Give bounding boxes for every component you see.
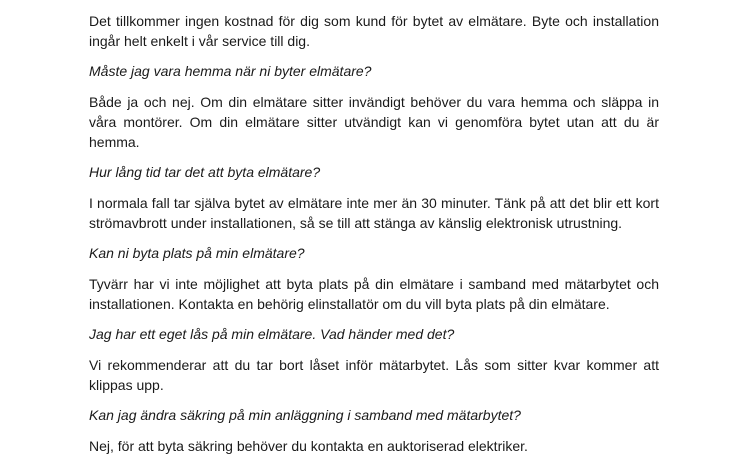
question-heading: Jag har ett eget lås på min elmätare. Vad händer med det? — [89, 326, 455, 342]
answer-paragraph: Tyvärr har vi inte möjlighet att byta plats på din elmätare i samband med mätarbytet och installationen. Kontakta en behörig elinstallatör om du vill byta plats på din elmätare. — [89, 276, 659, 312]
answer-paragraph: I normala fall tar själva bytet av elmätare inte mer än 30 minuter. Tänk på att det blir ett kort strömavbrott under installationen, så se till att stänga av känslig elektronisk utrustning. — [89, 195, 659, 231]
answer-paragraph: Nej, för att byta säkring behöver du kontakta en auktoriserad elektriker. — [89, 438, 528, 454]
question-heading: Kan ni byta plats på min elmätare? — [89, 245, 305, 261]
question-heading: Kan jag ändra säkring på min anläggning i samband med mätarbytet? — [89, 407, 521, 423]
answer-paragraph: Både ja och nej. Om din elmätare sitter invändigt behöver du vara hemma och släppa in våra montörer. Om din elmätare sitter utvändigt kan vi genomföra bytet utan att du är hemma. — [89, 94, 659, 150]
question-heading: Hur lång tid tar det att byta elmätare? — [89, 164, 321, 180]
question-heading: Måste jag vara hemma när ni byter elmätare? — [89, 63, 372, 79]
answer-paragraph: Vi rekommenderar att du tar bort låset inför mätarbytet. Lås som sitter kvar kommer att klippas upp. — [89, 357, 659, 393]
document-body — [89, 11, 659, 456]
answer-paragraph: Det tillkommer ingen kostnad för dig som kund för bytet av elmätare. Byte och installation ingår helt enkelt i vår service till dig. — [89, 13, 659, 49]
